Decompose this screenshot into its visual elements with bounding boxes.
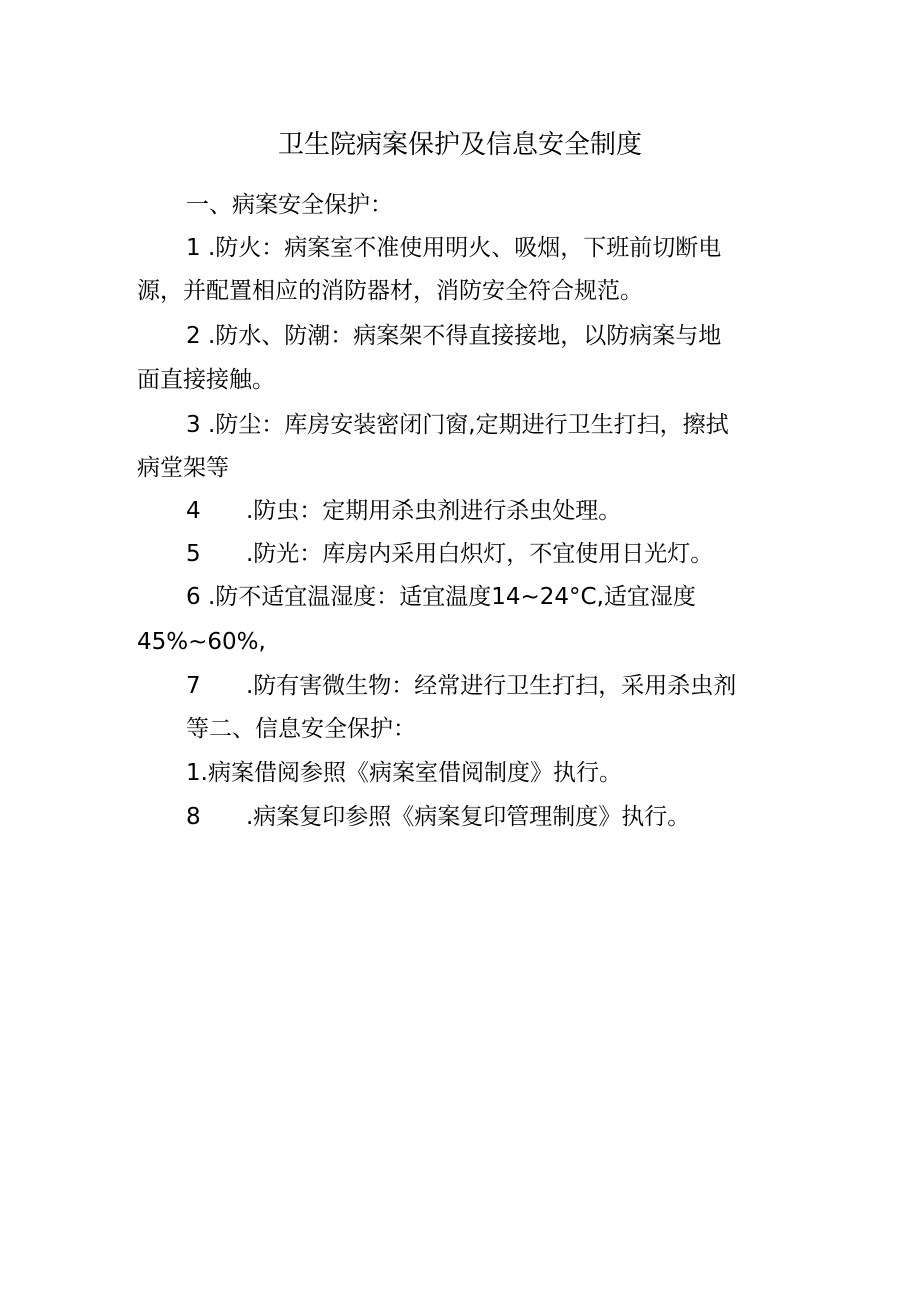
- item-2-line-2: 面直接接触。: [137, 367, 275, 393]
- item-1-line-1: 1 .防火：病案室不准使用明火、吸烟，下班前切断电: [186, 235, 722, 261]
- item-5-text: .防光：库房内采用白炽灯，不宜使用日光灯。: [246, 541, 714, 567]
- item-5: [186, 539, 713, 569]
- item-7: [186, 671, 736, 701]
- item-7-number: 7: [186, 673, 201, 699]
- item-4-text: .防虫：定期用杀虫剂进行杀虫处理。: [246, 498, 622, 524]
- item-4-number: 4: [186, 498, 201, 524]
- section-2-item-1: 1.病案借阅参照《病案室借阅制度》执行。: [186, 760, 622, 786]
- section-2-item-2-number: 8: [186, 804, 201, 830]
- item-6-line-1: 6 .防不适宜温湿度：适宜温度14~24°C,适宜湿度: [186, 584, 696, 610]
- item-7-text: .防有害微生物：经常进行卫生打扫，采用杀虫剂: [246, 673, 737, 699]
- item-7-line-2: 等二、信息安全保护：: [186, 716, 416, 742]
- item-6-line-2: 45%~60%,: [137, 629, 266, 655]
- item-2-line-1: 2 .防水、防潮：病案架不得直接接地，以防病案与地: [186, 323, 722, 349]
- section-heading-1: 一、病案安全保护：: [186, 192, 393, 218]
- item-3-line-1: 3 .防尘：库房安装密闭门窗,定期进行卫生打扫，擦拭: [186, 412, 729, 438]
- item-3-line-2: 病堂架等: [137, 455, 229, 481]
- item-5-number: 5: [186, 541, 201, 567]
- item-1-line-2: 源，并配置相应的消防器材，消防安全符合规范。: [137, 278, 643, 304]
- section-2-item-2: [186, 802, 690, 832]
- section-2-item-2-text: .病案复印参照《病案复印管理制度》执行。: [246, 804, 691, 830]
- document-title: 卫生院病案保护及信息安全制度: [277, 130, 642, 160]
- item-4: [186, 496, 621, 526]
